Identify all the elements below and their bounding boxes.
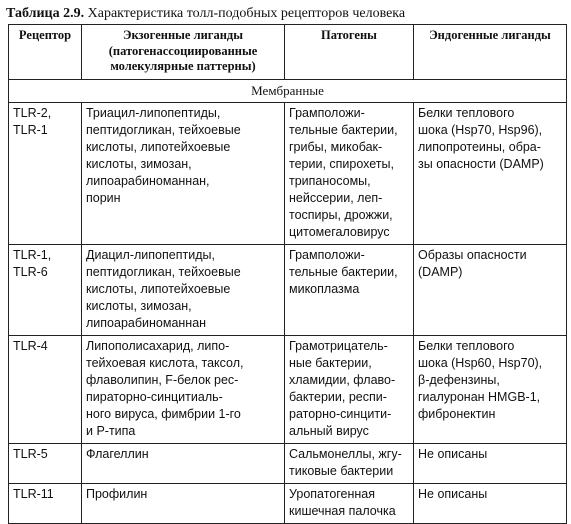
cell-line: бактерии, респи- — [289, 389, 387, 404]
cell-line: пираторно-синцитиаль- — [86, 389, 223, 404]
cell-line: Образы опасности — [418, 247, 527, 262]
exogenous-ligands-cell — [82, 483, 285, 523]
cell-line: пептидогликан, тейхоевые — [86, 264, 241, 279]
exogenous-ligands-cell — [82, 244, 285, 335]
table-row — [9, 244, 567, 335]
receptor-cell — [9, 244, 82, 335]
exogenous-ligands-cell — [82, 102, 285, 244]
pathogens-cell — [285, 483, 414, 523]
table-row — [9, 102, 567, 244]
cell-line: Триацил-липопептиды, — [86, 105, 221, 120]
cell-line: Патогены — [321, 28, 377, 42]
endogenous-ligands-cell — [414, 102, 567, 244]
cell-line: (патогенассоциированные — [108, 43, 258, 58]
cell-line: TLR-11 — [13, 486, 54, 501]
table-row — [9, 335, 567, 443]
cell-line: тоспиры, дрожжи, — [289, 207, 393, 222]
cell-line: липоарабиноманнан, — [86, 173, 210, 188]
cell-line: ного вируса, фимбрии 1-го — [86, 406, 241, 421]
cell-line: кислоты, зимозан, — [86, 298, 192, 313]
cell-line: цитомегаловирус — [289, 224, 390, 239]
cell-line: гиалуронан HMGB-1, — [418, 389, 541, 404]
cell-line: Не описаны — [418, 446, 488, 461]
pathogens-cell — [285, 443, 414, 483]
table-header-row — [9, 25, 567, 80]
cell-line: шока (Hsp60, Hsp70), — [418, 355, 543, 370]
cell-line: Сальмонеллы, жгу- — [289, 446, 402, 461]
cell-line: липопротеины, обра- — [418, 139, 541, 154]
cell-line: трипаносомы, — [289, 173, 371, 188]
cell-line: кислоты, липотейхоевые — [86, 139, 231, 154]
pathogens-cell — [285, 244, 414, 335]
cell-line: Белки теплового — [418, 338, 515, 353]
cell-line: терии, спирохеты, — [289, 156, 394, 171]
cell-line: ные бактерии, — [289, 355, 372, 370]
receptor-cell — [9, 335, 82, 443]
cell-line: зы опасности (DAMP) — [418, 156, 544, 171]
table-caption-label: Таблица 2.9. — [6, 6, 85, 21]
cell-line: TLR-1, — [13, 247, 52, 262]
cell-line: Липополисахарид, липо- — [86, 338, 230, 353]
cell-line: хламидии, флаво- — [289, 372, 396, 387]
table-row — [9, 443, 567, 483]
cell-line: кишечная палочка — [289, 503, 396, 518]
endogenous-ligands-cell — [414, 443, 567, 483]
cell-line: Грамположи- — [289, 247, 365, 262]
exogenous-ligands-cell — [82, 443, 285, 483]
cell-line: молекулярные паттерны) — [110, 59, 256, 73]
cell-line: нейссерии, леп- — [289, 190, 383, 205]
cell-line: и Р-типа — [86, 423, 136, 438]
exogenous-ligands-cell — [82, 335, 285, 443]
cell-line: Экзогенные лиганды — [122, 28, 244, 42]
cell-line: Грамположи- — [289, 105, 365, 120]
cell-line: TLR-2, — [13, 105, 52, 120]
table-row — [9, 483, 567, 523]
pathogens-cell — [285, 102, 414, 244]
cell-line: Диацил-липопептиды, — [86, 247, 215, 262]
table-caption-text: Характеристика толл-подобных рецепторов человека — [84, 6, 406, 21]
cell-line: порин — [86, 190, 121, 205]
cell-line: Грамотрицатель- — [289, 338, 388, 353]
cell-line: флаволипин, F-белок рес- — [86, 372, 239, 387]
endogenous-ligands-cell — [414, 244, 567, 335]
cell-line: шока (Hsp70, Hsp96), — [418, 122, 543, 137]
cell-line: тельные бактерии, — [289, 122, 398, 137]
cell-line: раторно-синцити- — [289, 406, 392, 421]
cell-line: Рецептор — [18, 28, 72, 42]
receptor-cell — [9, 443, 82, 483]
receptor-cell — [9, 102, 82, 244]
cell-line: TLR-6 — [13, 264, 48, 279]
cell-line: грибы, микобак- — [289, 139, 383, 154]
cell-line: β-дефензины, — [418, 372, 500, 387]
section-row — [9, 79, 567, 102]
cell-line: альный вирус — [289, 423, 369, 438]
cell-line: тейхоевая кислота, таксол, — [86, 355, 244, 370]
cell-line: фибронектин — [418, 406, 496, 421]
pathogens-cell — [285, 335, 414, 443]
cell-line: Эндогенные лиганды — [429, 28, 551, 42]
cell-line: кислоты, липотейхоевые — [86, 281, 231, 296]
tlr-table — [8, 24, 567, 524]
cell-line: микоплазма — [289, 281, 360, 296]
cell-line: (DAMP) — [418, 264, 463, 279]
cell-line: Флагеллин — [86, 446, 149, 461]
cell-line: TLR-4 — [13, 338, 48, 353]
cell-line: Белки теплового — [418, 105, 515, 120]
cell-line: кислоты, зимозан, — [86, 156, 192, 171]
header-endogenous-ligands — [414, 25, 567, 80]
cell-line: тельные бактерии, — [289, 264, 398, 279]
header-exogenous-ligands — [82, 25, 285, 80]
cell-line: тиковые бактерии — [289, 463, 394, 478]
section-label: Мембранные — [9, 79, 567, 102]
cell-line: Профилин — [86, 486, 148, 501]
cell-line: Не описаны — [418, 486, 488, 501]
cell-line: Уропатогенная — [289, 486, 376, 501]
cell-line: пептидогликан, тейхоевые — [86, 122, 241, 137]
header-pathogens — [285, 25, 414, 80]
cell-line: липоарабиноманнан — [86, 315, 207, 330]
receptor-cell — [9, 483, 82, 523]
cell-line: TLR-1 — [13, 122, 48, 137]
endogenous-ligands-cell — [414, 335, 567, 443]
endogenous-ligands-cell — [414, 483, 567, 523]
header-receptor — [9, 25, 82, 80]
table-caption — [6, 5, 405, 22]
cell-line: TLR-5 — [13, 446, 48, 461]
